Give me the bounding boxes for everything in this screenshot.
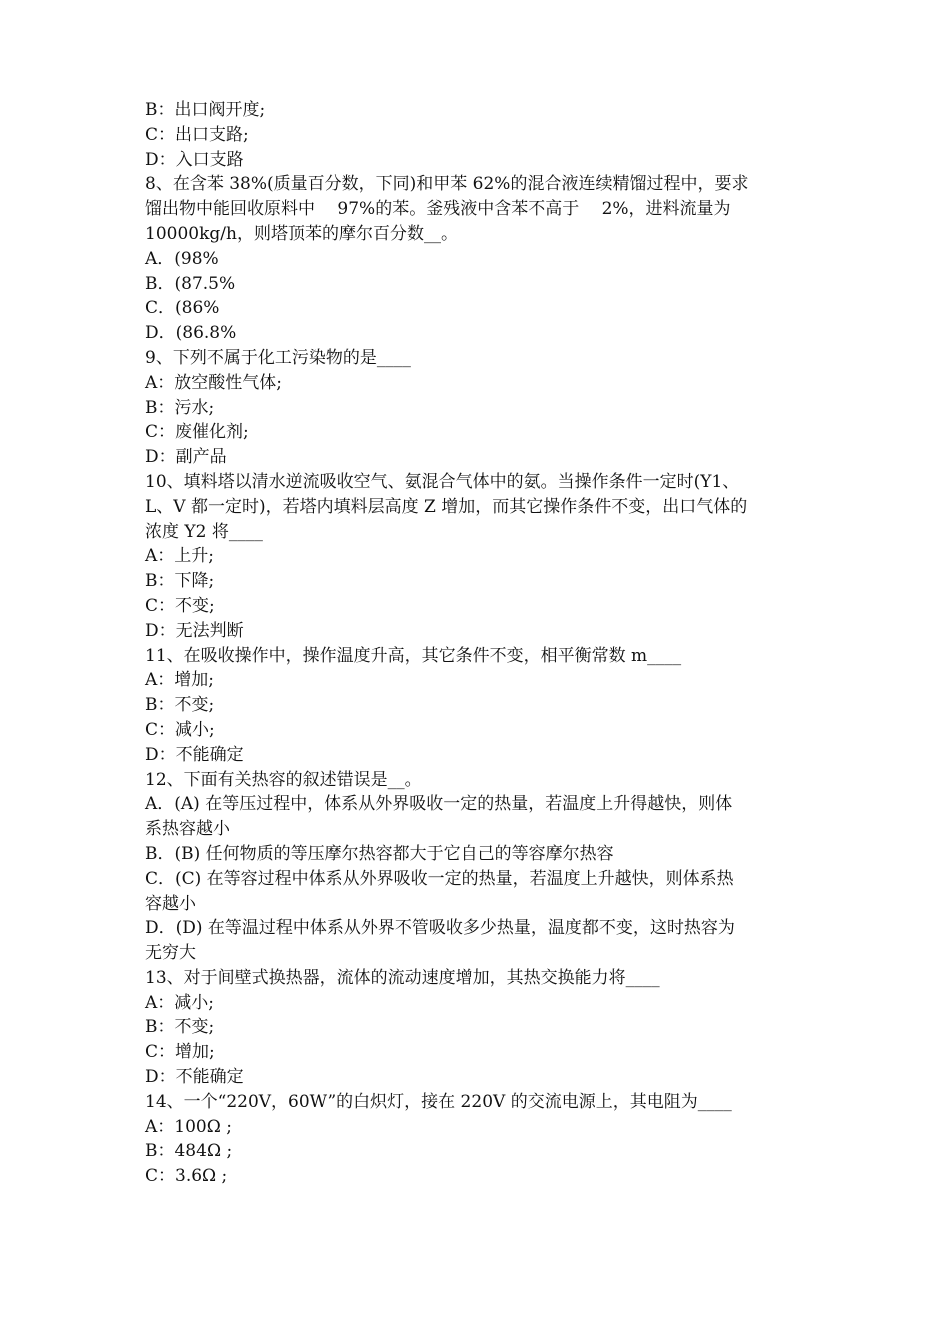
question-8-line-2: 馏出物中能回收原料中 97%的苯。釜残液中含苯不高于 2%，进料流量为 <box>145 199 731 220</box>
option-b-q13: B：不变; <box>145 1017 215 1038</box>
question-13: 13、对于间壁式换热器，流体的流动速度增加，其热交换能力将____ <box>145 967 660 988</box>
option-a-q8: A．(98% <box>145 248 219 269</box>
question-12: 12、下面有关热容的叙述错误是__。 <box>145 769 422 790</box>
option-b-q7: B：出口阀开度; <box>145 100 266 120</box>
option-b-q9: B：污水; <box>145 397 215 418</box>
option-d-q13: D：不能确定 <box>145 1067 244 1088</box>
option-d-q8: D．(86.8% <box>145 323 237 344</box>
option-d-q11: D：不能确定 <box>145 744 244 765</box>
option-b-q14: B：484Ω ; <box>145 1141 233 1162</box>
option-c-q8: C．(86% <box>145 298 220 319</box>
option-c-q9: C：废催化剂; <box>145 422 249 443</box>
option-c-q11: C：减小; <box>145 719 215 740</box>
question-8-line-1: 8、在含苯 38%(质量百分数，下同)和甲苯 62%的混合液连续精馏过程中，要求 <box>145 174 749 195</box>
option-d-q10: D：无法判断 <box>145 620 244 641</box>
question-8-line-3: 10000kg/h，则塔顶苯的摩尔百分数__。 <box>145 223 458 244</box>
option-c-q13: C：增加; <box>145 1042 215 1063</box>
option-a-q11: A：增加; <box>145 670 215 691</box>
option-a-q12-line-2: 系热容越小 <box>145 819 230 840</box>
option-c-q7: C：出口支路; <box>145 124 249 145</box>
option-d-q12-line-1: D．(D) 在等温过程中体系从外界不管吸收多少热量，温度都不变，这时热容为 <box>145 918 735 939</box>
option-c-q12-line-1: C．(C) 在等容过程中体系从外界吸收一定的热量，若温度上升越快，则体系热 <box>145 868 734 889</box>
option-b-q11: B：不变; <box>145 695 215 716</box>
option-b-q10: B：下降; <box>145 571 215 592</box>
option-a-q13: A：减小; <box>145 992 215 1013</box>
option-d-q7: D：入口支路 <box>145 149 244 170</box>
option-b-q12: B．(B) 任何物质的等压摩尔热容都大于它自己的等容摩尔热容 <box>145 843 614 864</box>
question-10-line-2: L、V 都一定时)，若塔内填料层高度 Z 增加，而其它操作条件不变，出口气体的 <box>145 496 748 517</box>
option-c-q14: C：3.6Ω ; <box>145 1166 228 1187</box>
option-a-q14: A：100Ω ; <box>145 1116 232 1137</box>
option-c-q12-line-2: 容越小 <box>145 893 196 914</box>
question-10-line-1: 10、填料塔以清水逆流吸收空气、氨混合气体中的氨。当操作条件一定时(Y1、 <box>145 471 740 492</box>
option-d-q12-line-2: 无穷大 <box>145 943 196 964</box>
option-a-q9: A：放空酸性气体; <box>145 372 283 393</box>
option-a-q12-line-1: A．(A) 在等压过程中，体系从外界吸收一定的热量，若温度上升得越快，则体 <box>145 794 733 815</box>
option-c-q10: C：不变; <box>145 595 215 616</box>
option-a-q10: A：上升; <box>145 546 215 567</box>
option-b-q8: B．(87.5% <box>145 273 236 294</box>
document-page <box>145 98 815 1189</box>
question-14: 14、一个“220V，60W”的白炽灯，接在 220V 的交流电源上，其电阻为____ <box>145 1091 732 1112</box>
option-d-q9: D：副产品 <box>145 447 227 468</box>
question-11: 11、在吸收操作中，操作温度升高，其它条件不变，相平衡常数 m____ <box>145 645 682 666</box>
question-10-line-3: 浓度 Y2 将____ <box>145 521 263 542</box>
question-9: 9、下列不属于化工污染物的是____ <box>145 347 411 368</box>
